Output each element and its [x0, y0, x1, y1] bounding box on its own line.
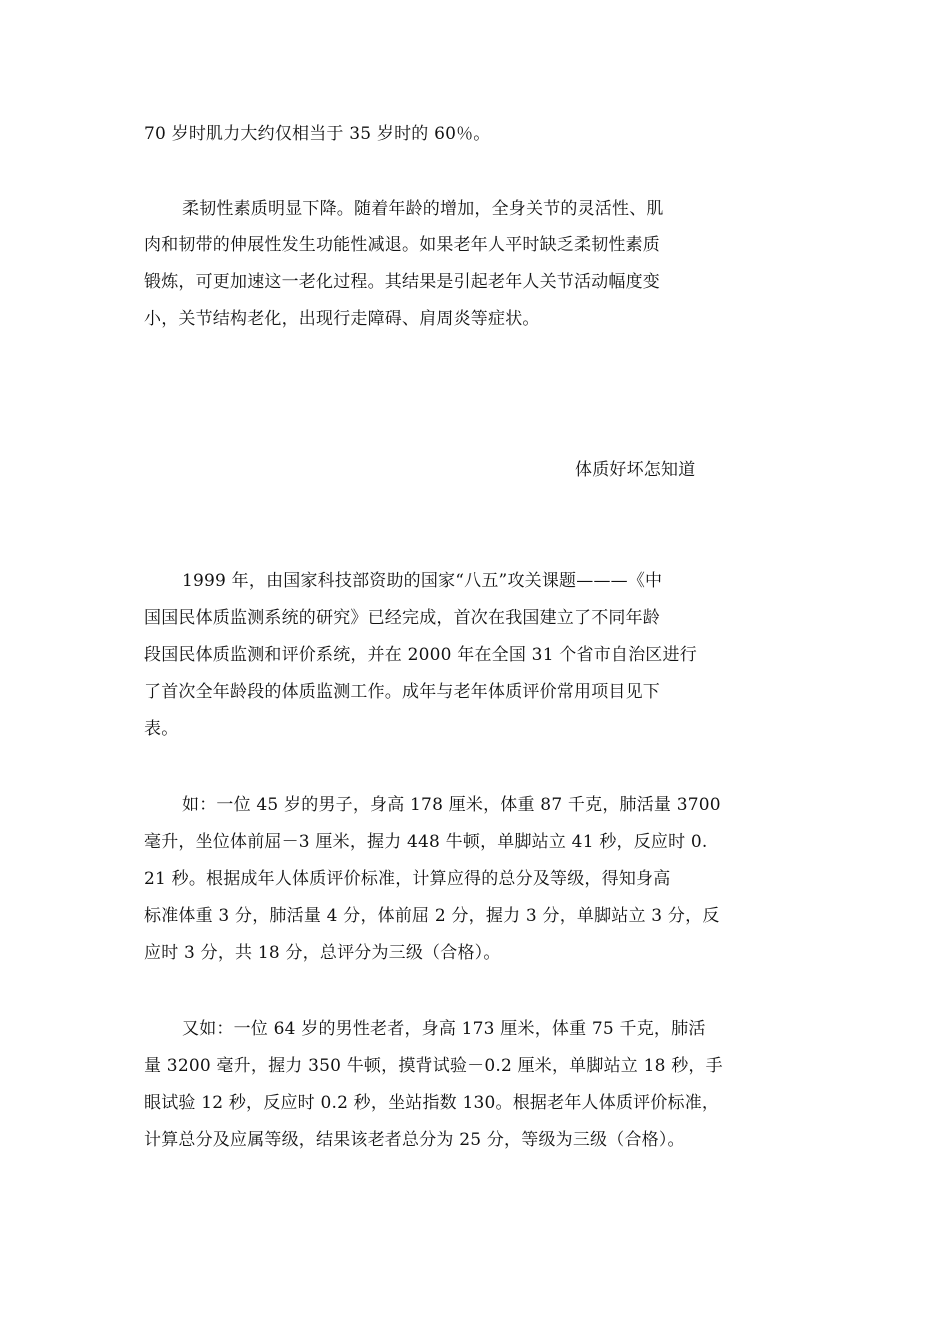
paragraph-3-line-2: 国国民体质监测系统的研究》已经完成，首次在我国建立了不同年龄: [144, 608, 660, 628]
paragraph-5-line-1: 又如：一位 64 岁的男性老者，身高 173 厘米，体重 75 千克，肺活: [182, 1019, 706, 1039]
paragraph-2-line-3: 锻炼，可更加速这一老化过程。其结果是引起老年人关节活动幅度变: [144, 272, 660, 292]
paragraph-4-line-3: 21 秒。根据成年人体质评价标准，计算应得的总分及等级，得知身高: [144, 869, 671, 889]
paragraph-3-line-4: 了首次全年龄段的体质监测工作。成年与老年体质评价常用项目见下: [144, 682, 660, 702]
paragraph-5-line-4: 计算总分及应属等级，结果该老者总分为 25 分，等级为三级（合格）。: [144, 1130, 685, 1150]
paragraph-4-line-1: 如：一位 45 岁的男子，身高 178 厘米，体重 87 千克，肺活量 3700: [182, 795, 721, 815]
paragraph-5-line-2: 量 3200 毫升，握力 350 牛顿，摸背试验－0.2 厘米，单脚站立 18 秒，手: [144, 1056, 723, 1076]
paragraph-4-line-4: 标准体重 3 分，肺活量 4 分，体前屈 2 分，握力 3 分，单脚站立 3 分，反: [144, 906, 720, 926]
paragraph-3-line-3: 段国民体质监测和评价系统，并在 2000 年在全国 31 个省市自治区进行: [144, 645, 697, 665]
paragraph-4-line-2: 毫升，坐位体前屈－3 厘米，握力 448 牛顿，单脚站立 41 秒，反应时 0.: [144, 832, 708, 852]
paragraph-1-line-1: 70 岁时肌力大约仅相当于 35 岁时的 60％。: [144, 124, 491, 144]
section-heading: 体质好坏怎知道: [575, 460, 696, 480]
paragraph-2-line-4: 小，关节结构老化，出现行走障碍、肩周炎等症状。: [144, 309, 540, 329]
paragraph-5-line-3: 眼试验 12 秒，反应时 0.2 秒，坐站指数 130。根据老年人体质评价标准，: [144, 1093, 720, 1113]
paragraph-4-line-5: 应时 3 分，共 18 分，总评分为三级（合格）。: [144, 943, 501, 963]
paragraph-3-line-1: 1999 年，由国家科技部资助的国家“八五”攻关课题———《中: [182, 571, 663, 591]
paragraph-3-line-5: 表。: [144, 719, 179, 739]
paragraph-2-line-2: 肉和韧带的伸展性发生功能性减退。如果老年人平时缺乏柔韧性素质: [144, 235, 660, 255]
paragraph-2-line-1: 柔韧性素质明显下降。随着年龄的增加，全身关节的灵活性、肌: [182, 199, 664, 219]
